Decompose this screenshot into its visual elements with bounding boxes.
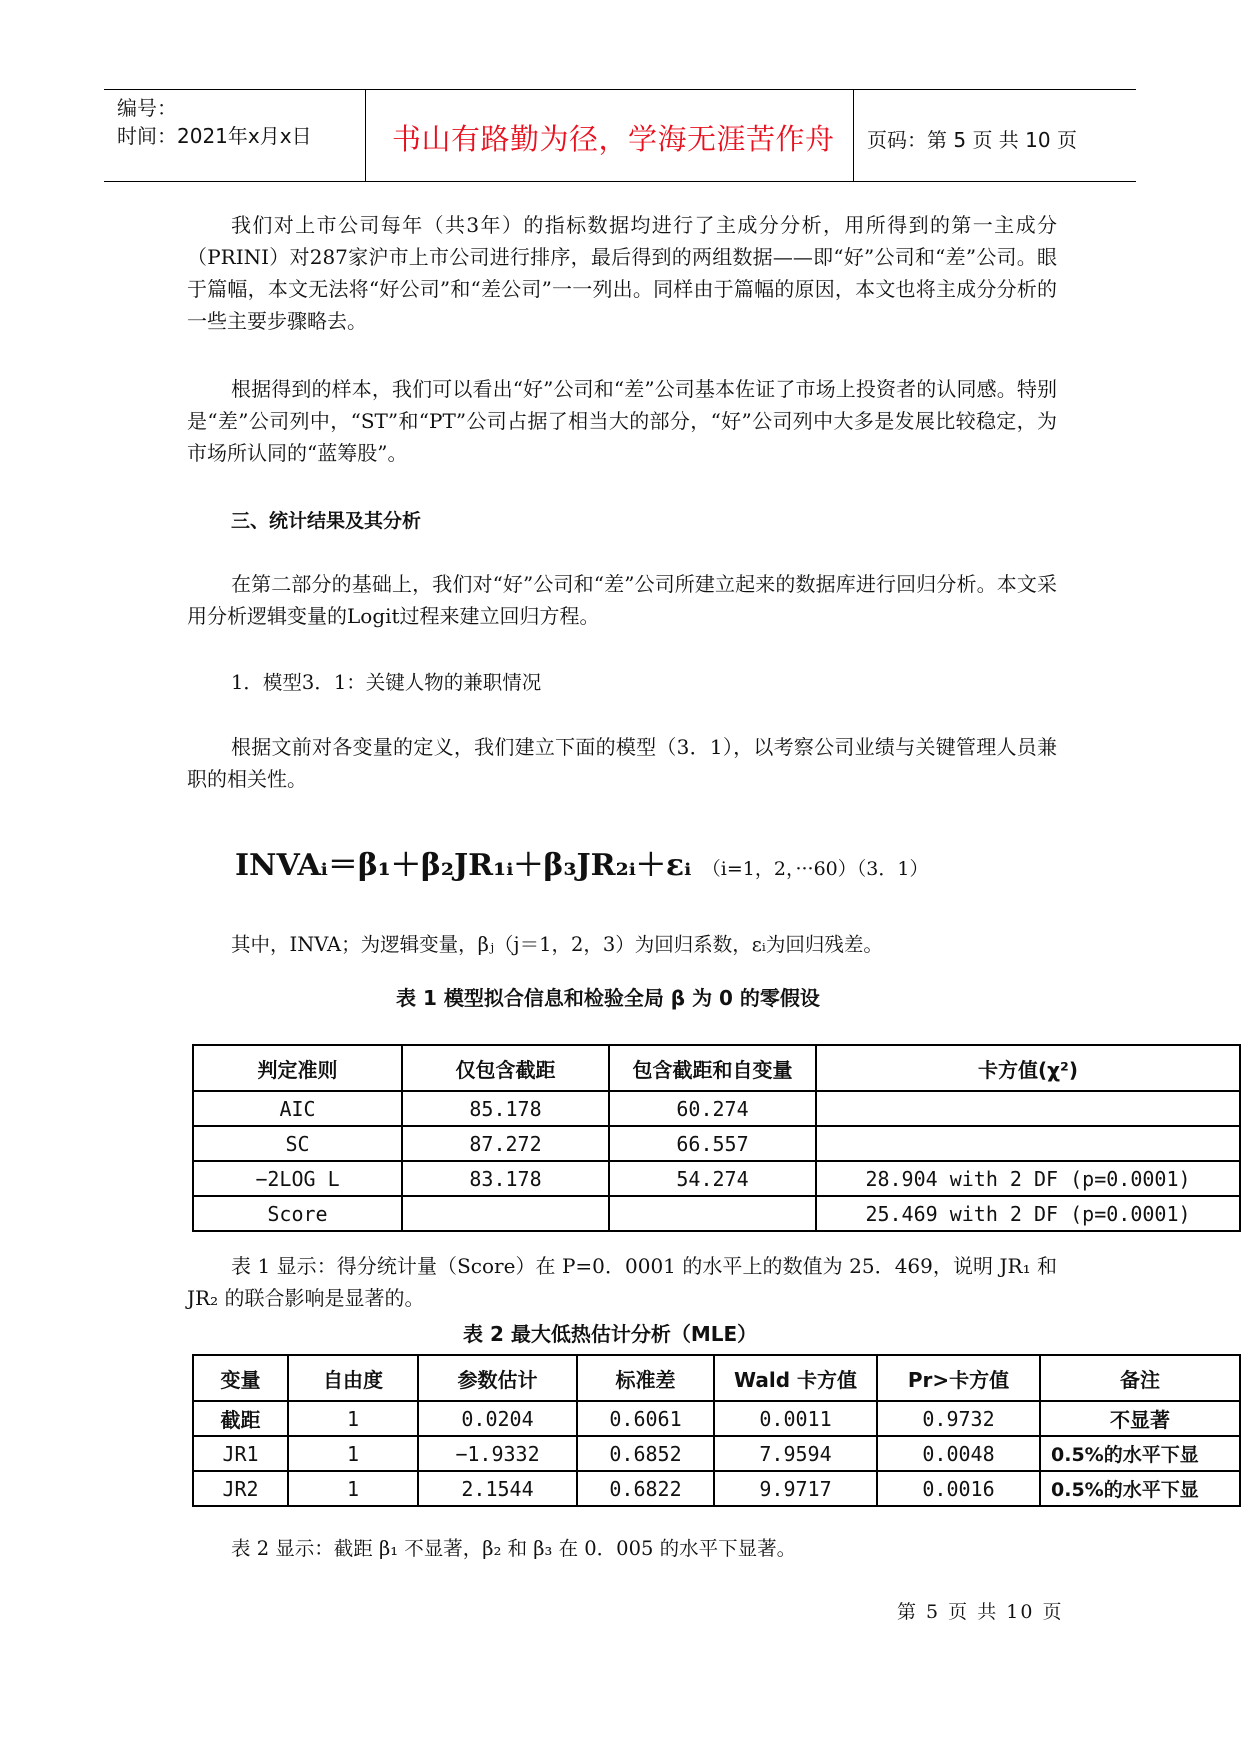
table1-cell: SC: [193, 1126, 402, 1161]
table2-header-cell: Wald 卡方值: [714, 1355, 877, 1401]
table-row: [193, 1196, 1240, 1231]
table1-cell: Score: [193, 1196, 402, 1231]
table2-cell: 不显著: [1040, 1401, 1240, 1436]
header-number-label: 编号：: [117, 96, 177, 120]
table2-note: 表 2 显示：截距 β₁ 不显著，β₂ 和 β₃ 在 0．005 的水平下显著。: [231, 1537, 797, 1560]
table2-header-cell: 自由度: [288, 1355, 418, 1401]
header-divider-right: [853, 89, 854, 182]
table1-cell: [609, 1196, 816, 1231]
table2-cell: 0.6822: [577, 1471, 714, 1506]
table1-cell: [816, 1091, 1240, 1126]
header-motto: 书山有路勤为径，学海无涯苦作舟: [392, 122, 835, 156]
table1-header-row: [193, 1045, 1240, 1091]
table1-cell: 83.178: [402, 1161, 609, 1196]
table1-cell: 87.272: [402, 1126, 609, 1161]
table2-cell: 0.0204: [418, 1401, 577, 1436]
table1: [192, 1044, 1241, 1232]
table1-cell: 54.274: [609, 1161, 816, 1196]
table2-cell: 0.0048: [877, 1436, 1040, 1471]
table2-header-cell: 参数估计: [418, 1355, 577, 1401]
header-top-rule: [104, 89, 1136, 90]
table2-cell: 0.5%的水平下显: [1040, 1471, 1240, 1506]
table1-cell: 28.904 with 2 DF (p=0.0001): [816, 1161, 1240, 1196]
table2-cell: 0.5%的水平下显: [1040, 1436, 1240, 1471]
header-bottom-rule: [104, 181, 1136, 182]
table1-cell: 60.274: [609, 1091, 816, 1126]
table1-cell: [402, 1196, 609, 1231]
table1-cell: 66.557: [609, 1126, 816, 1161]
table2-cell: 0.0011: [714, 1401, 877, 1436]
table2-cell: 截距: [193, 1401, 288, 1436]
table1-cell: 25.469 with 2 DF (p=0.0001): [816, 1196, 1240, 1231]
paragraph-sample: 根据得到的样本，我们可以看出“好”公司和“差”公司基本佐证了市场上投资者的认同感。特别是“差”公司列中，“ST”和“PT”公司占据了相当大的部分，“好”公司列中大多是发展比较稳定，为市场所认同的“蓝筹股”。: [187, 377, 1057, 465]
table-row: [193, 1161, 1240, 1196]
table2-cell: JR1: [193, 1436, 288, 1471]
model-title: 1．模型3．1：关键人物的兼职情况: [231, 671, 542, 694]
formula-main: INVAᵢ＝β₁＋β₂JR₁ᵢ＋β₃JR₂ᵢ＋εᵢ: [235, 848, 692, 883]
table2-caption: 表 2 最大低热估计分析（MLE）: [463, 1322, 758, 1346]
table2-cell: −1.9332: [418, 1436, 577, 1471]
paragraph-model: 根据文前对各变量的定义，我们建立下面的模型（3．1），以考察公司业绩与关键管理人员兼职的相关性。: [187, 735, 1057, 791]
table-row: [193, 1091, 1240, 1126]
table2: [192, 1354, 1241, 1507]
table2-header-cell: Pr>卡方值: [877, 1355, 1040, 1401]
table1-header-cell: 判定准则: [193, 1045, 402, 1091]
table2-cell: 0.6061: [577, 1401, 714, 1436]
table1-header-cell: 仅包含截距: [402, 1045, 609, 1091]
table2-cell: 9.9717: [714, 1471, 877, 1506]
table2-header-cell: 备注: [1040, 1355, 1240, 1401]
table2-cell: 1: [288, 1401, 418, 1436]
table2-header-cell: 标准差: [577, 1355, 714, 1401]
header-divider-left: [365, 89, 366, 182]
table2-cell: 0.9732: [877, 1401, 1040, 1436]
table2-header-cell: 变量: [193, 1355, 288, 1401]
table1-caption: 表 1 模型拟合信息和检验全局 β 为 0 的零假设: [396, 986, 820, 1010]
page-footer: 第 5 页 共 10 页: [897, 1601, 1064, 1623]
formula-index: （i=1，2，···60）（3．1）: [701, 858, 929, 880]
regression-formula: [235, 840, 928, 884]
table2-header-row: [193, 1355, 1240, 1401]
table2-cell: 0.0016: [877, 1471, 1040, 1506]
table1-note: 表 1 显示：得分统计量（Score）在 P=0．0001 的水平上的数值为 25．469，说明 JR₁ 和 JR₂ 的联合影响是显著的。: [187, 1254, 1057, 1310]
table2-cell: 1: [288, 1471, 418, 1506]
table2-cell: 2.1544: [418, 1471, 577, 1506]
table1-cell: [816, 1126, 1240, 1161]
table2-cell: 1: [288, 1436, 418, 1471]
table1-cell: −2LOG L: [193, 1161, 402, 1196]
table-row: [193, 1436, 1240, 1471]
table2-cell: 7.9594: [714, 1436, 877, 1471]
table-row: [193, 1126, 1240, 1161]
table2-cell: 0.6852: [577, 1436, 714, 1471]
table-row: [193, 1471, 1240, 1506]
table1-header-cell: 卡方值(χ²): [816, 1045, 1240, 1091]
header-time-label: 时间：2021年x月x日: [117, 124, 312, 148]
table1-cell: 85.178: [402, 1091, 609, 1126]
table1-cell: AIC: [193, 1091, 402, 1126]
table1-header-cell: 包含截距和自变量: [609, 1045, 816, 1091]
paragraph-regression: 在第二部分的基础上，我们对“好”公司和“差”公司所建立起来的数据库进行回归分析。本文采用分析逻辑变量的Logit过程来建立回归方程。: [187, 572, 1057, 628]
header-page-label: 页码：第 5 页 共 10 页: [867, 128, 1077, 152]
table-row: [193, 1401, 1240, 1436]
variable-definition: 其中，INVA；为逻辑变量，βⱼ（j＝1，2，3）为回归系数，εᵢ为回归残差。: [231, 933, 883, 956]
paragraph-pca: 我们对上市公司每年（共3年）的指标数据均进行了主成分分析，用所得到的第一主成分（PRINI）对287家沪市上市公司进行排序，最后得到的两组数据——即“好”公司和“差”公司。眼于篇幅，本文无法将“好公司”和“差公司”一一列出。同样由于篇幅的原因，本文也将主成分分析的一些主要步骤略去。: [187, 213, 1057, 333]
table2-cell: JR2: [193, 1471, 288, 1506]
section-heading: 三、统计结果及其分析: [231, 510, 422, 532]
